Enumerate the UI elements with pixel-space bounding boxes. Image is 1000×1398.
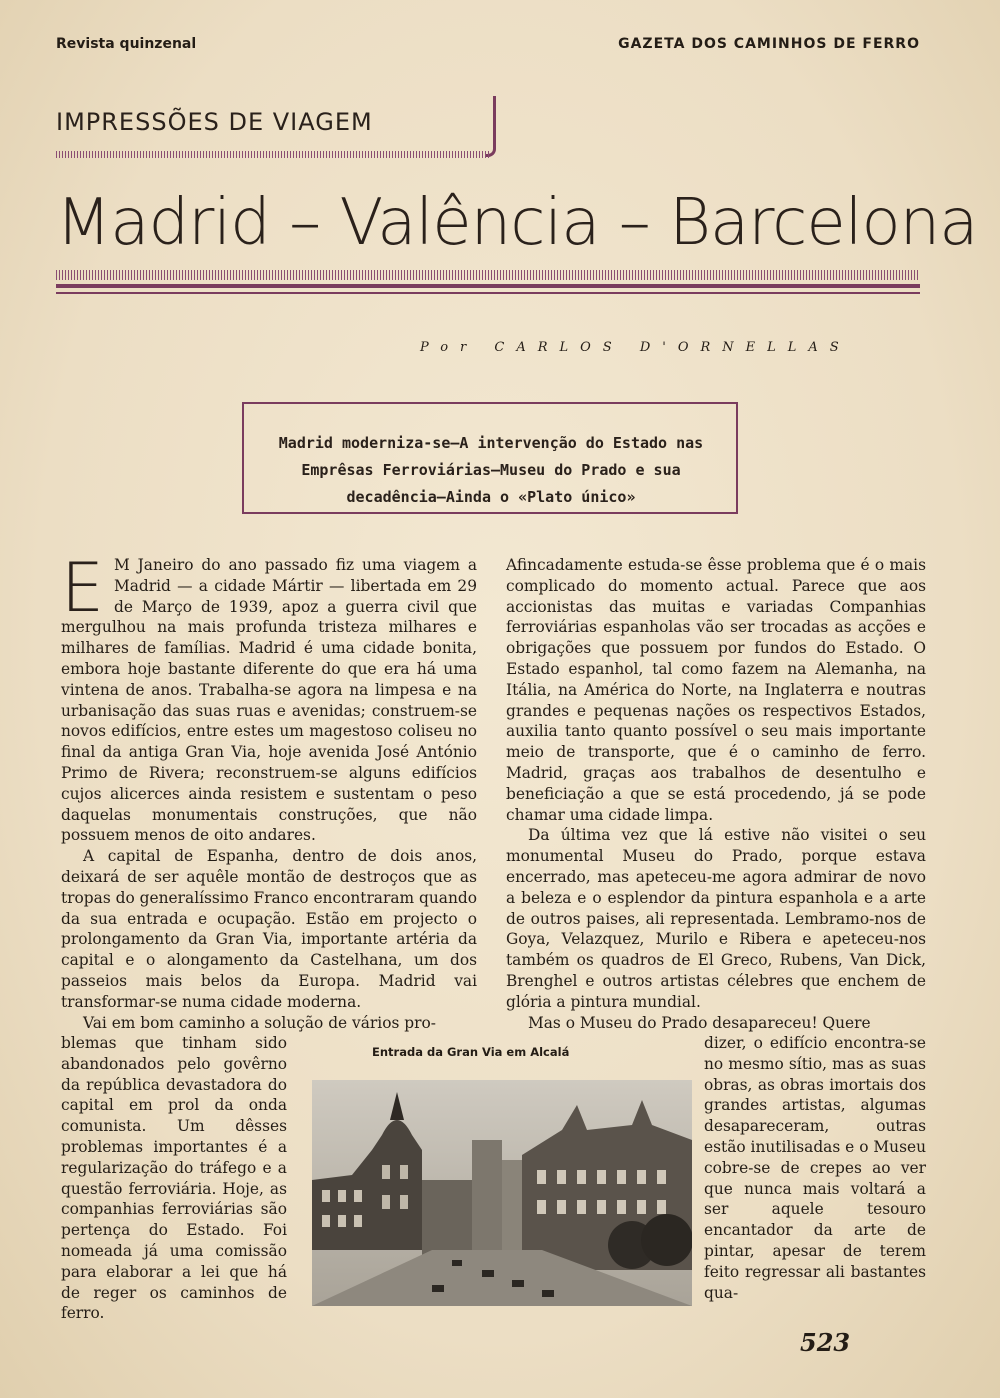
left-column xyxy=(61,549,477,1033)
paragraph xyxy=(61,549,477,846)
paragraph: Da última vez que lá estive não visitei o seu monumental Museu do Prado, porque estava encerrado, mas apeteceu-me agora admirar de novo a beleza e o esplendor da pintura espanhola e a arte de outros paises, ali representada. Lembramo-nos de Goya, Velazquez, Murilo e Ribera e apeteceu-nos também os quadros de El Greco, Rubens, Van Dick, Brenghel e outros artistas célebres que enchem de glória a pintura mundial. xyxy=(506,826,926,1011)
summary-box xyxy=(242,402,738,514)
running-header-right: GAZETA DOS CAMINHOS DE FERRO xyxy=(618,36,920,52)
running-header-left: Revista quinzenal xyxy=(56,36,197,52)
gran-via-photo-illustration xyxy=(312,1080,692,1306)
paragraph-text: M Janeiro do ano passado fiz uma viagem a Madrid — a cidade Mártir — libertada em 29 de Março de 1939, apoz a guerra civil que mergulhou na mais profunda tristeza milhares e milhares de famílias. Madrid é uma cidade bonita, embora hoje bastante diferente do que era há uma vintena de anos. Trabalha-se agora na limpesa e na urbanisação das suas ruas e avenidas; construem-se novos edifícios, entre estes um magestoso coliseu no final da antiga Gran Via, hoje avenida José António Primo de Rivera; reconstruem-se alguns edifícios cujos alicerces ainda resistem e sustentam o peso daquelas monumentais construções, que não possuem menos de oito andares. xyxy=(61,556,477,845)
drop-cap: E xyxy=(61,549,104,628)
byline: Por CARLOS D'ORNELLAS xyxy=(420,340,851,355)
section-heading xyxy=(56,96,496,158)
street-photo xyxy=(312,1080,692,1306)
left-narrow-column: blemas que tinham sido abandonados pelo govêrno da república devastadora do capital em prol da onda comunista. Um dêsses problemas importantes é a regularização do tráfego e a questão ferroviária. Hoje, as companhias ferroviárias são pertença do Estado. Foi nomeada já uma comissão para elaborar a lei que há de reger os caminhos de ferro. xyxy=(61,1034,287,1323)
right-narrow-column: dizer, o edifício encontra-se no mesmo sítio, mas as suas obras, as obras imortais dos grandes artistas, algumas desapareceram, outras estão inutilisadas e o Museu cobre-se de crepes ao ver que nunca mais voltará a ser aquele tesouro encantador da arte de pintar, apesar de terem feito regressar ali bastantes qua- xyxy=(704,1034,926,1302)
paragraph: Vai em bom caminho a solução de vários pro- xyxy=(83,1013,436,1032)
summary-text: Madrid moderniza-se—A intervenção do Estado nas Emprêsas Ferroviárias—Museu do Prado e sua decadência—Ainda o «Plato único» xyxy=(278,434,704,506)
section-rule xyxy=(56,151,490,158)
title-thin-rule xyxy=(56,292,920,294)
right-column xyxy=(506,555,926,1033)
photo-caption: Entrada da Gran Via em Alcalá xyxy=(372,1045,570,1059)
section-bracket-ornament xyxy=(485,96,496,157)
page-number: 523 xyxy=(800,1328,851,1357)
article-title: Madrid – Valência – Barcelona xyxy=(56,186,978,260)
title-hatched-rule xyxy=(56,270,920,280)
title-thick-rule xyxy=(56,284,920,288)
paragraph: Mas o Museu do Prado desapareceu! Quere xyxy=(528,1013,871,1032)
section-title: IMPRESSÕES DE VIAGEM xyxy=(56,108,373,136)
paragraph: Afincadamente estuda-se êsse problema que é o mais complicado do momento actual. Parece que aos accionistas das muitas e variadas Companhias ferroviárias espanholas vão ser trocadas as acções e obrigações que possuem por fundos do Estado. O Estado espanhol, tal como fazem na Alemanha, na Itália, na América do Norte, na Inglaterra e noutras grandes e pequenas nações os respectivos Estados, auxilia tanto quanto possível o seu mais importante meio de transporte, que é o caminho de ferro. Madrid, graças aos trabalhos de desentulho e beneficiação a que se está procedendo, já se pode chamar uma cidade limpa. xyxy=(506,556,926,824)
paragraph: A capital de Espanha, dentro de dois anos, deixará de ser aquêle montão de destroços que as tropas do generalíssimo Franco encontraram quando da sua entrada e ocupação. Estão em projecto o prolongamento da Gran Via, importante artéria da capital e o alongamento da Castelhana, um dos passeios mais belos da Europa. Madrid vai transformar-se numa cidade moderna. xyxy=(61,847,477,1011)
